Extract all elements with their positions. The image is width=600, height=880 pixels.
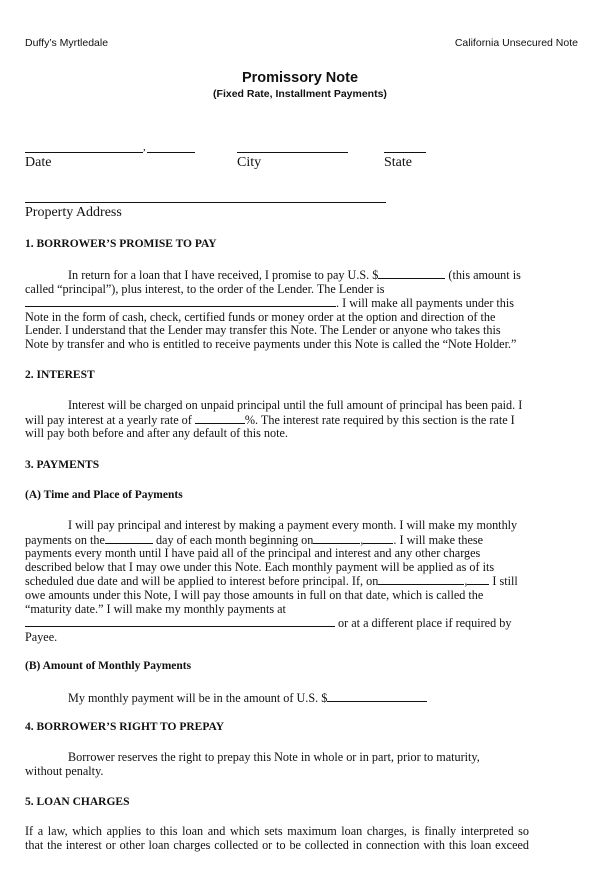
s1-line-1a: In return for a loan that I have received, I promise to pay U.S. $ xyxy=(68,268,379,282)
s3a-line-3: payments every month until I have paid all of the principal and interest and any other charges xyxy=(25,546,481,561)
s4-line-1: Borrower reserves the right to prepay this Note in whole or in part, prior to maturity, xyxy=(68,750,480,764)
section-3b-body xyxy=(25,691,529,706)
state-line[interactable] xyxy=(384,152,426,153)
s3a-line-8b: or at a different place if required by xyxy=(335,616,512,631)
s3a-line-1: I will pay principal and interest by making a payment every month. I will make my monthly xyxy=(68,518,518,532)
s5-line-2: that the interest or other loan charges collected or to be collected in connection with this loan exceed xyxy=(25,837,529,852)
loan-amount-field[interactable] xyxy=(378,268,445,279)
s3a-line-7: “maturity date.” I will make my monthly payments at xyxy=(25,601,286,616)
property-address-line[interactable] xyxy=(25,202,386,203)
section-5-heading: 5. LOAN CHARGES xyxy=(25,796,130,808)
section-2-heading: 2. INTEREST xyxy=(25,369,95,381)
s2-line-2b: %. The interest rate required by this section is the rate I xyxy=(244,412,515,427)
s3a-line-5a: scheduled due date and will be applied to interest before principal. If, on xyxy=(25,574,379,589)
section-3a-body xyxy=(25,519,529,644)
date-label: Date xyxy=(25,155,52,170)
date-line-2[interactable] xyxy=(147,152,195,153)
header-right-text: California Unsecured Note xyxy=(454,37,578,49)
maturity-date-field[interactable] xyxy=(378,574,464,585)
state-label: State xyxy=(384,155,412,170)
monthly-payment-field[interactable] xyxy=(327,691,427,702)
s3a-line-2a: payments on the xyxy=(25,532,105,547)
s3a-line-4: described below that I may owe under this Note. Each monthly payment will be applied as of its xyxy=(25,559,495,574)
section-1-body xyxy=(25,268,529,352)
s3a-line-5c: I still xyxy=(489,574,518,589)
section-2-body xyxy=(25,399,529,441)
s1-line-3b: . I will make all payments under this xyxy=(336,296,515,311)
interest-rate-field[interactable] xyxy=(195,413,245,424)
section-4-body xyxy=(25,751,529,778)
section-1-heading: 1. BORROWER’S PROMISE TO PAY xyxy=(25,238,217,250)
s4-line-2: without penalty. xyxy=(25,763,104,778)
lender-name-field[interactable] xyxy=(25,296,336,307)
s1-line-5: Lender. I understand that the Lender may transfer this Note. The Lender or anyone who takes this xyxy=(25,323,501,338)
s2-line-1: Interest will be charged on unpaid principal until the full amount of principal has been paid. I xyxy=(68,398,523,412)
s2-line-2a: will pay interest at a yearly rate of xyxy=(25,412,195,427)
city-line[interactable] xyxy=(237,152,348,153)
date-comma: , xyxy=(143,141,146,153)
s3a-line-9: Payee. xyxy=(25,629,58,644)
section-3b-heading: (B) Amount of Monthly Payments xyxy=(25,660,192,672)
section-5-body xyxy=(25,825,529,852)
payment-day-field[interactable] xyxy=(105,533,153,544)
s2-line-3: will pay both before and after any default of this note. xyxy=(25,426,288,441)
s1-line-2: called “principal”), plus interest, to the order of the Lender. The Lender is xyxy=(25,281,385,296)
s3b-line-1: My monthly payment will be in the amount of U.S. $ xyxy=(68,691,328,705)
document-title: Promissory Note xyxy=(241,70,359,86)
s1-line-6: Note by transfer and who is entitled to receive payments under this Note is called the “Note Holder.” xyxy=(25,336,517,351)
section-3a-heading: (A) Time and Place of Payments xyxy=(25,489,183,501)
maturity-year-field[interactable] xyxy=(467,574,489,585)
property-address-label: Property Address xyxy=(25,205,122,220)
start-date-field[interactable] xyxy=(313,533,360,544)
header-left-text: Duffy’s Myrtledale xyxy=(25,37,109,49)
date-line-1[interactable] xyxy=(25,152,143,153)
s1-line-1b: (this amount is xyxy=(445,268,521,282)
city-label: City xyxy=(237,155,262,170)
s5-line-1: If a law, which applies to this loan and which sets maximum loan charges, is finally interpreted so xyxy=(25,824,529,838)
s3a-line-6: owe amounts under this Note, I will pay those amounts in full on that date, which is called the xyxy=(25,587,484,602)
s3a-line-5b: , xyxy=(464,574,468,589)
payment-address-field[interactable] xyxy=(25,616,335,627)
document-subtitle: (Fixed Rate, Installment Payments) xyxy=(213,88,387,100)
s3a-line-2b: day of each month beginning on xyxy=(152,532,314,547)
s3a-line-2d: . I will make these xyxy=(393,532,484,547)
section-3-heading: 3. PAYMENTS xyxy=(25,459,100,471)
section-4-heading: 4. BORROWER’S RIGHT TO PREPAY xyxy=(25,721,225,733)
s3a-line-2c: , xyxy=(360,532,364,547)
s1-line-4: Note in the form of cash, check, certified funds or money order at the option and direction of the xyxy=(25,309,496,324)
start-year-field[interactable] xyxy=(363,533,393,544)
